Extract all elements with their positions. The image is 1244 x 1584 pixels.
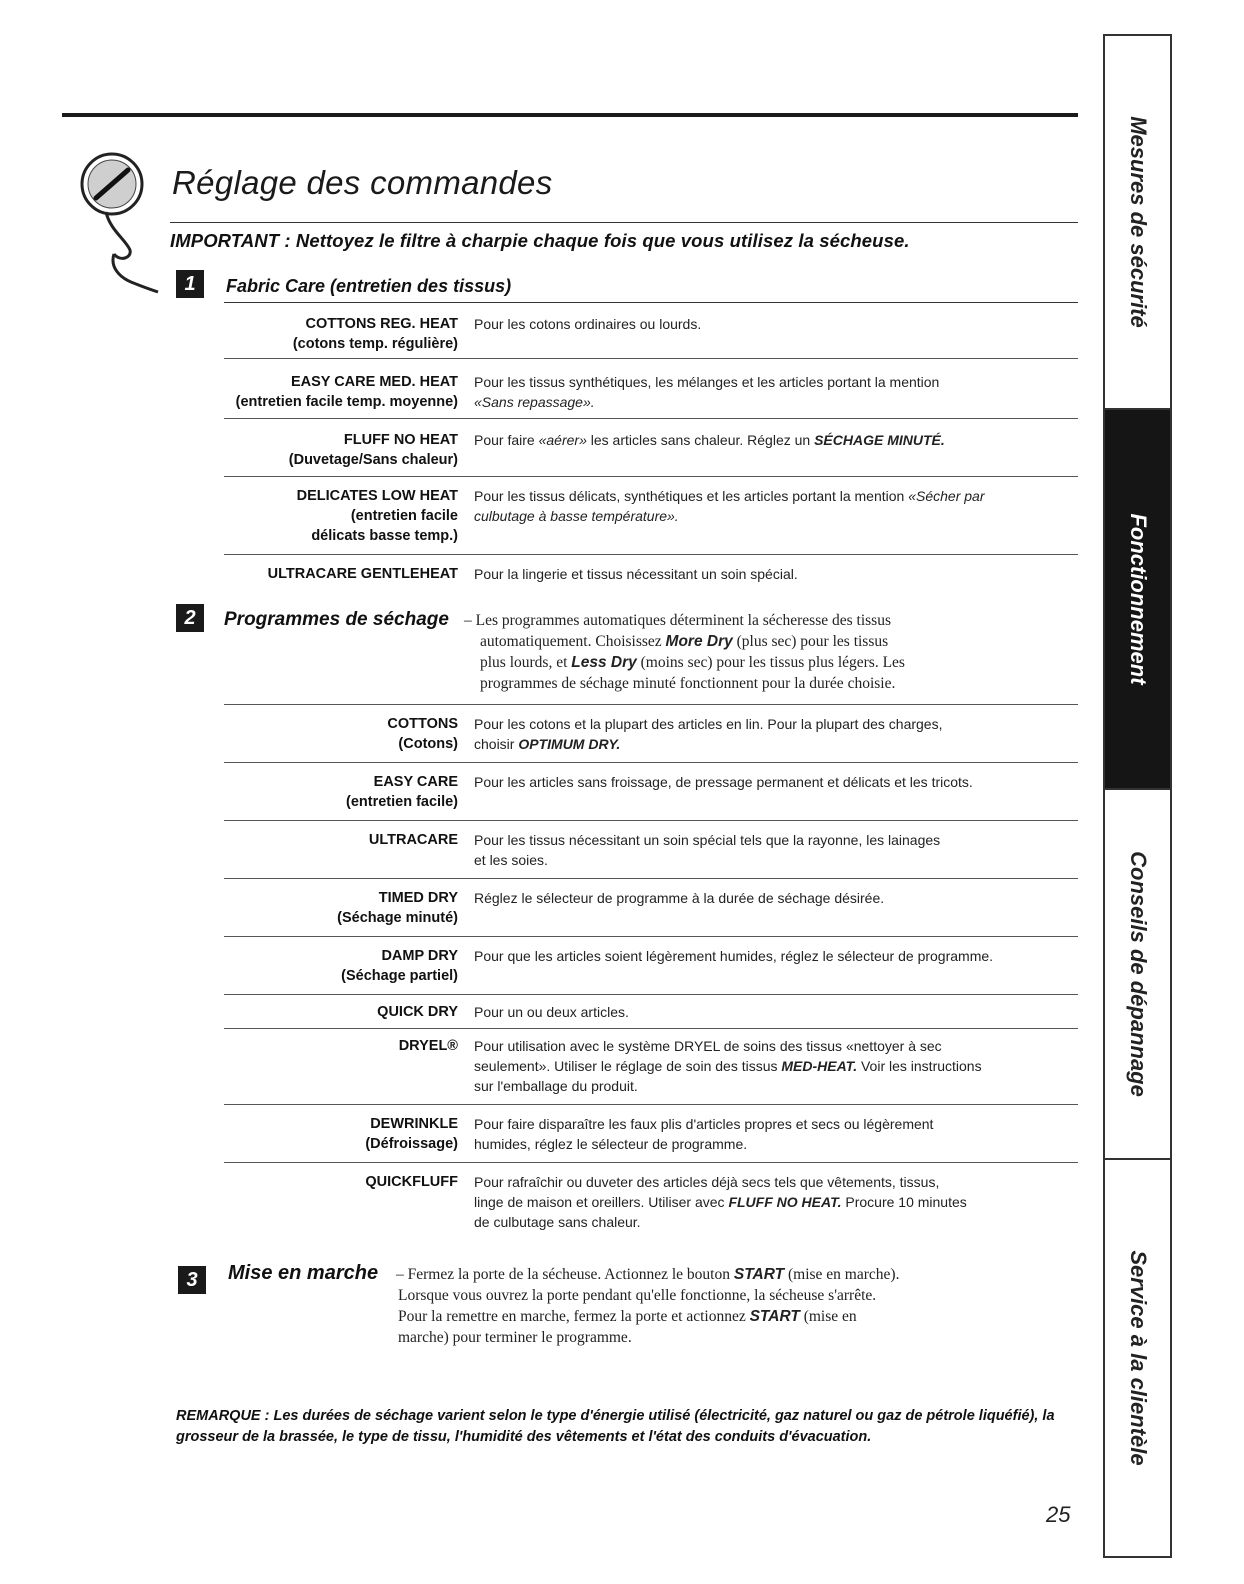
section-1-title: Fabric Care (entretien des tissus)	[226, 276, 512, 296]
fabric-care-label: COTTONS REG. HEAT (cotons temp. régulière)	[292, 316, 458, 352]
dry-cycle-label: COTTONS (Cotons)	[387, 716, 458, 752]
tab-safety[interactable]: Mesures de sécurité	[1105, 36, 1170, 410]
dry-cycle-desc: Pour un ou deux articles.	[474, 1004, 629, 1020]
row-divider	[224, 1162, 1078, 1163]
fabric-care-desc: Pour les tissus synthétiques, les mélanges et les articles portant la mention «Sans repassage».	[474, 374, 940, 410]
control-knob-icon	[66, 150, 174, 310]
row-divider	[224, 1028, 1078, 1029]
fabric-care-label: FLUFF NO HEAT (Duvetage/Sans chaleur)	[288, 432, 458, 468]
row-divider	[224, 820, 1078, 821]
remark-note: REMARQUE : Les durées de séchage varient selon le type d'énergie utilisé (électricité, gaz naturel ou gaz de pétrole liquéfié), la grosseur de la brassée, le type de tissu, l'humidité des vêtements et l'état des conduits d'évacuation.	[176, 1408, 1055, 1445]
section-3-title: Mise en marche	[228, 1262, 379, 1284]
row-divider	[224, 358, 1078, 359]
dry-cycle-desc: Pour que les articles soient légèrement humides, réglez le sélecteur de programme.	[474, 948, 994, 964]
fabric-care-desc: Pour les tissus délicats, synthétiques et les articles portant la mention «Sécher par culbutage à basse température».	[474, 488, 985, 524]
step-3-badge: 3	[178, 1266, 206, 1294]
row-divider	[224, 936, 1078, 937]
row-divider	[224, 554, 1078, 555]
dry-cycle-desc: Pour les articles sans froissage, de pressage permanent et délicats et les tricots.	[474, 774, 973, 790]
dry-cycle-desc: Pour faire disparaître les faux plis d'articles propres et secs ou légèrement humides, réglez le sélecteur de programme.	[474, 1116, 934, 1152]
dry-cycle-label: QUICKFLUFF	[365, 1174, 458, 1190]
dry-cycle-label: QUICK DRY	[377, 1004, 458, 1020]
dry-cycle-label: TIMED DRY (Séchage minuté)	[337, 890, 458, 926]
dry-cycle-label: EASY CARE (entretien facile)	[346, 774, 458, 810]
row-divider	[224, 994, 1078, 995]
fabric-care-label: ULTRACARE GENTLEHEAT	[267, 566, 458, 582]
tab-operation[interactable]: Fonctionnement	[1105, 410, 1170, 790]
fabric-care-desc: Pour faire «aérer» les articles sans chaleur. Réglez un SÉCHAGE MINUTÉ.	[474, 432, 945, 448]
dry-cycle-desc: Pour les cotons et la plupart des articles en lin. Pour la plupart des charges, choisir OPTIMUM DRY.	[474, 716, 943, 752]
fabric-care-label: DELICATES LOW HEAT (entretien facile délicats basse temp.)	[296, 488, 458, 544]
title-rule	[170, 222, 1078, 223]
section-tabs	[1103, 34, 1172, 1558]
step-2-badge: 2	[176, 604, 204, 632]
dry-cycle-desc: Pour utilisation avec le système DRYEL de soins des tissus «nettoyer à sec seulement». Utiliser le réglage de soin des tissus MED-HEAT. Voir les instructions sur l'emballage du produit.	[474, 1038, 982, 1094]
row-divider	[224, 878, 1078, 879]
dry-cycle-desc: Pour rafraîchir ou duveter des articles déjà secs tels que vêtements, tissus, linge de maison et oreillers. Utiliser avec FLUFF NO HEAT. Procure 10 minutes de culbutage sans chaleur.	[474, 1174, 967, 1230]
row-divider	[224, 418, 1078, 419]
page-title: Réglage des commandes	[172, 164, 553, 201]
row-divider	[224, 762, 1078, 763]
dry-cycle-desc: Pour les tissus nécessitant un soin spécial tels que la rayonne, les lainages et les soies.	[474, 832, 941, 868]
tab-troubleshooting[interactable]: Conseils de dépannage	[1105, 790, 1170, 1160]
fabric-care-desc: Pour la lingerie et tissus nécessitant un soin spécial.	[474, 566, 798, 582]
section-3-text: – Fermez la porte de la sécheuse. Actionnez le bouton START (mise en marche). Lorsque vous ouvrez la porte pendant qu'elle fonctionne, la sécheuse s'arrête. Pour la remettre en marche, fermez la porte et actionnez START (mise en marche) pour terminer le programme.	[396, 1266, 900, 1346]
section-1-rule	[224, 302, 1078, 303]
fabric-care-label: EASY CARE MED. HEAT (entretien facile temp. moyenne)	[235, 374, 458, 410]
fabric-care-desc: Pour les cotons ordinaires ou lourds.	[474, 316, 702, 332]
dry-cycle-label: DAMP DRY (Séchage partiel)	[341, 948, 458, 984]
dry-cycle-label: DEWRINKLE (Défroissage)	[365, 1116, 458, 1152]
row-divider	[224, 704, 1078, 705]
section-2-title: Programmes de séchage	[224, 609, 449, 630]
dry-cycle-label: ULTRACARE	[368, 832, 458, 848]
tab-customer-service[interactable]: Service à la clientèle	[1125, 1250, 1151, 1466]
important-notice: IMPORTANT : Nettoyez le filtre à charpie chaque fois que vous utilisez la sécheuse.	[170, 230, 910, 251]
row-divider	[224, 476, 1078, 477]
top-rule	[62, 113, 1078, 117]
row-divider	[224, 1104, 1078, 1105]
page-number: 25	[1046, 1502, 1071, 1527]
dry-cycle-label: DRYEL®	[398, 1038, 458, 1054]
section-2-intro: – Les programmes automatiques déterminent la sécheresse des tissus automatiquement. Choisissez More Dry (plus sec) pour les tissus plus lourds, et Less Dry (moins sec) pour les tissus plus légers. Les programmes de séchage minuté fonctionnent pour la durée choisie.	[464, 612, 905, 692]
step-1-badge: 1	[176, 270, 204, 298]
dry-cycle-desc: Réglez le sélecteur de programme à la durée de séchage désirée.	[474, 890, 885, 906]
